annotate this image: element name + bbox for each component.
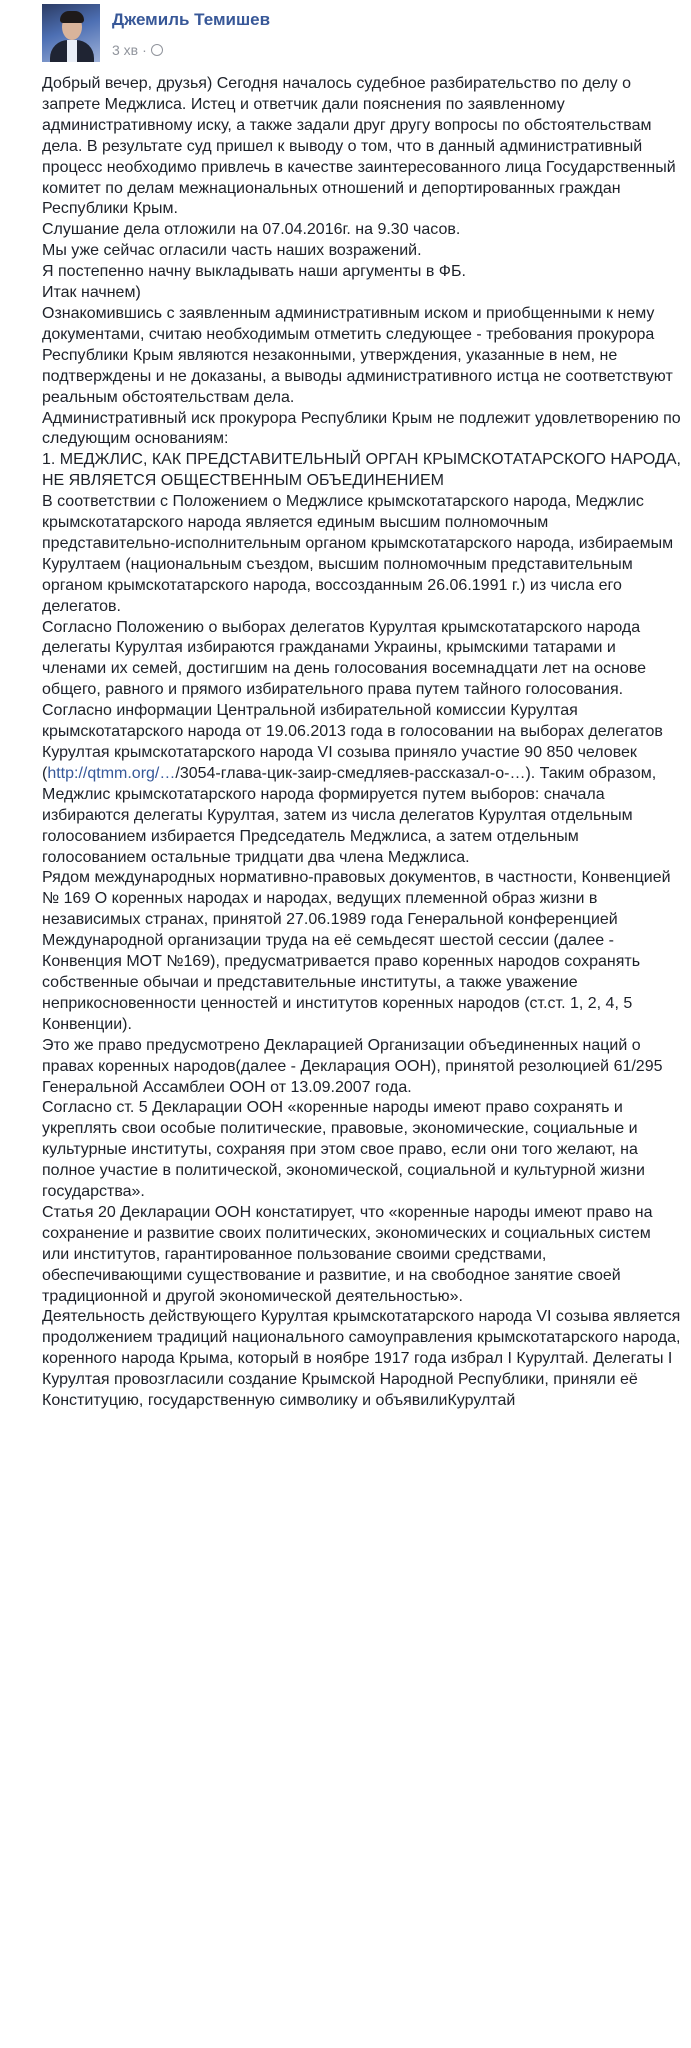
globe-icon[interactable]	[151, 44, 163, 56]
post-meta	[112, 42, 163, 58]
post-paragraph: Согласно ст. 5 Декларации ООН «коренные народы имеют право сохранять и укреплять свои особые политические, правовые, экономические, социальные и культурные институты, сохраняя при этом свое право, если они того желают, на полное участие в политической, экономической, социальной и культурной жизни государства».	[42, 1099, 645, 1201]
post-paragraph: 1. МЕДЖЛИС, КАК ПРЕДСТАВИТЕЛЬНЫЙ ОРГАН КРЫМСКОТАТАРСКОГО НАРОДА, НЕ ЯВЛЯЕТСЯ ОБЩЕСТВЕННЫМ ОБЪЕДИНЕНИЕМ	[42, 451, 681, 490]
post-paragraph: Мы уже сейчас огласили часть наших возражений.	[42, 242, 422, 260]
post-paragraph	[42, 618, 682, 869]
post-paragraph: Это же право предусмотрено Декларацией Организации объединенных наций о правах коренных народов(далее - Декларация ООН), принятой резолюцией 61/295 Генеральной Ассамблеи ООН от 13.09.2007 года.	[42, 1036, 663, 1096]
author-name[interactable]: Джемиль Темишев	[112, 10, 271, 29]
post-paragraph: Деятельность действующего Курултая крымскотатарского народа VI созыва является продолжением традиций национального самоуправления крымскотатарского народа, коренного народа Крыма, который в ноябре 1917 года избрал I Курултай. Делегаты I Курултая провозгласили создание Крымской Народной Республики, приняли её Конституцию, государственную символику и объявилиКурултай	[42, 1308, 681, 1410]
post-body	[42, 74, 682, 1412]
meta-separator: ·	[142, 42, 147, 58]
avatar[interactable]	[42, 4, 100, 62]
paragraph-text: /3054-глава-цик-заир-смедляев-рассказал-о-…). Таким образом, Меджлис крымскотатарского народа формируется путем выборов: сначала избираются делегаты Курултая, затем из числа делегатов Курултая отдельным голосованием избирается Председатель Меджлиса, а затем отдельным голосованием остальные тридцати два члена Меджлиса.	[42, 764, 657, 866]
post-paragraph: Итак начнем)	[42, 284, 141, 302]
post-paragraph: Добрый вечер, друзья) Сегодня началось судебное разбирательство по делу о запрете Меджлиса. Истец и ответчик дали пояснения по заявленному административному иску, а также задали друг другу вопросы по обстоятельствам дела. В результате суд пришел к выводу о том, что в данный административный процесс необходимо привлечь в качестве заинтересованного лица Государственный комитет по делам межнациональных отношений и депортированных граждан Республики Крым.	[42, 75, 676, 218]
post-paragraph: Статья 20 Декларации ООН констатирует, что «коренные народы имеют право на сохранение и развитие своих политических, экономических и социальных систем или институтов, гарантированное пользование своими средствами, обеспечивающими существование и развитие, и на свободное занятие своей традиционной и другой экономической деятельностью».	[42, 1203, 653, 1305]
paragraph-text: Согласно Положению о выборах делегатов Курултая крымскотатарского народа делегаты Курултая избираются гражданами Украины, крымскими татарами и членами их семей, достигшим на день голосования восемнадцати лет на основе общего, равного и прямого избирательного права путем тайного голосования. Согласно информации Центральной избирательной комиссии Курултая крымскотатарского народа от 19.06.2013 года в голосовании на выборах делегатов Курултая крымскотатарского народа VI созыва приняло участие 90 850 человек (	[42, 618, 663, 782]
post-paragraph: Административный иск прокурора Республики Крым не подлежит удовлетворению по следующим основаниям:	[42, 409, 681, 448]
post-paragraph: Я постепенно начну выкладывать наши аргументы в ФБ.	[42, 263, 466, 281]
post-paragraph: Рядом международных нормативно-правовых документов, в частности, Конвенцией № 169 О коренных народах и народах, ведущих племенной образ жизни в независимых странах, принятой 27.06.1989 года Генеральной конференцией Международной организации труда на её семьдесят шестой сессии (далее - Конвенция МОТ №169), предусматривается право коренных народов сохранять собственные обычаи и представительные институты, а также уважение неприкосновенности ценностей и институтов коренных народов (ст.ст. 1, 2, 4, 5 Конвенции).	[42, 869, 671, 1033]
post-header	[42, 4, 682, 64]
qtmm-link[interactable]: http://qtmm.org/…	[47, 764, 176, 782]
post-paragraph: Ознакомившись с заявленным административным иском и приобщенными к нему документами, считаю необходимым отметить следующее - требования прокурора Республики Крым являются незаконными, утверждения, указанные в нем, не подтверждены и не доказаны, а выводы административного истца не соответствуют реальным обстоятельствам дела.	[42, 304, 673, 406]
post-paragraph: Слушание дела отложили на 07.04.2016г. на 9.30 часов.	[42, 221, 461, 239]
post-paragraph: В соответствии с Положением о Меджлисе крымскотатарского народа, Меджлис крымскотатарского народа является единым высшим полномочным представительно-исполнительным органом крымскотатарского народа, избираемым Курултаем (национальным съездом, высшим полномочным представительным органом крымскотатарского народа, воссозданным 26.06.1991 г.) из числа его делегатов.	[42, 493, 674, 615]
post-time[interactable]: 3 хв	[112, 42, 139, 58]
